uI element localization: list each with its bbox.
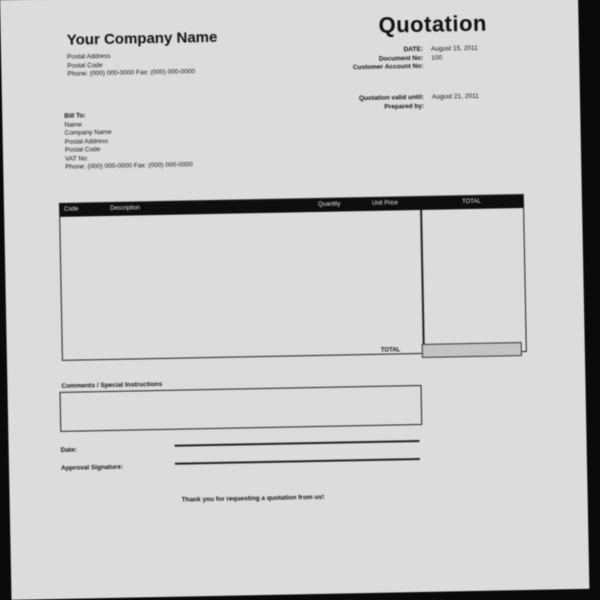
- column-header-description: Description: [109, 205, 141, 212]
- company-name: Your Company Name: [66, 28, 218, 49]
- address-line: Postal Code: [67, 61, 103, 70]
- date-label: Date:: [60, 446, 77, 454]
- column-header-total: TOTAL: [461, 198, 481, 206]
- bill-to-line: Postal Address: [64, 137, 109, 146]
- column-header-code: Code: [63, 206, 79, 213]
- comments-box[interactable]: [60, 385, 423, 432]
- meta-value: August 15, 2011: [430, 44, 478, 53]
- meta-value: August 21, 2011: [431, 92, 479, 101]
- date-signature-line[interactable]: [175, 440, 420, 446]
- total-value-box[interactable]: [422, 342, 522, 358]
- address-line: Phone: (000) 000-0000 Fax: (000) 000-0000: [67, 68, 196, 78]
- bill-to-block: [64, 110, 193, 172]
- grand-total-row: [307, 342, 527, 360]
- document-meta-validity: [302, 92, 512, 113]
- meta-value: 100: [431, 54, 443, 62]
- items-table: [59, 194, 527, 361]
- meta-label: Document No:: [378, 54, 424, 63]
- bill-to-heading: Bill To:: [64, 112, 86, 120]
- column-header-quantity: Quantity: [317, 201, 341, 208]
- items-table-header: [60, 195, 523, 217]
- column-header-unit-price: Unit Price: [371, 200, 399, 207]
- meta-label: Customer Account No:: [352, 62, 424, 72]
- document-title: Quotation: [378, 10, 488, 38]
- approval-signature-line[interactable]: [175, 458, 420, 464]
- meta-value: [431, 61, 511, 71]
- meta-label: Quotation valid until:: [358, 93, 425, 103]
- bill-to-line: Company Name: [64, 128, 112, 137]
- meta-value: [432, 101, 512, 111]
- bill-to-line: Postal Code: [64, 146, 101, 154]
- total-label: TOTAL: [380, 347, 401, 354]
- document-meta: [301, 44, 511, 74]
- comments-label: Comments / Special Instructions: [61, 380, 163, 390]
- thank-you-note: Thank you for requesting a quotation from us!: [181, 493, 325, 504]
- company-address: [67, 51, 195, 79]
- bill-to-line: Name: [64, 120, 82, 129]
- approval-signature-label: Approval Signature:: [60, 463, 124, 472]
- address-line: Postal Address: [67, 52, 111, 61]
- bill-to-line: Phone: (000) 000-0000 Fax: (000) 000-0000: [65, 161, 193, 171]
- meta-label: DATE:: [403, 45, 424, 54]
- bill-to-line: VAT No:: [64, 154, 89, 163]
- meta-label: Prepared by:: [384, 102, 425, 111]
- total-column-divider: [420, 210, 424, 353]
